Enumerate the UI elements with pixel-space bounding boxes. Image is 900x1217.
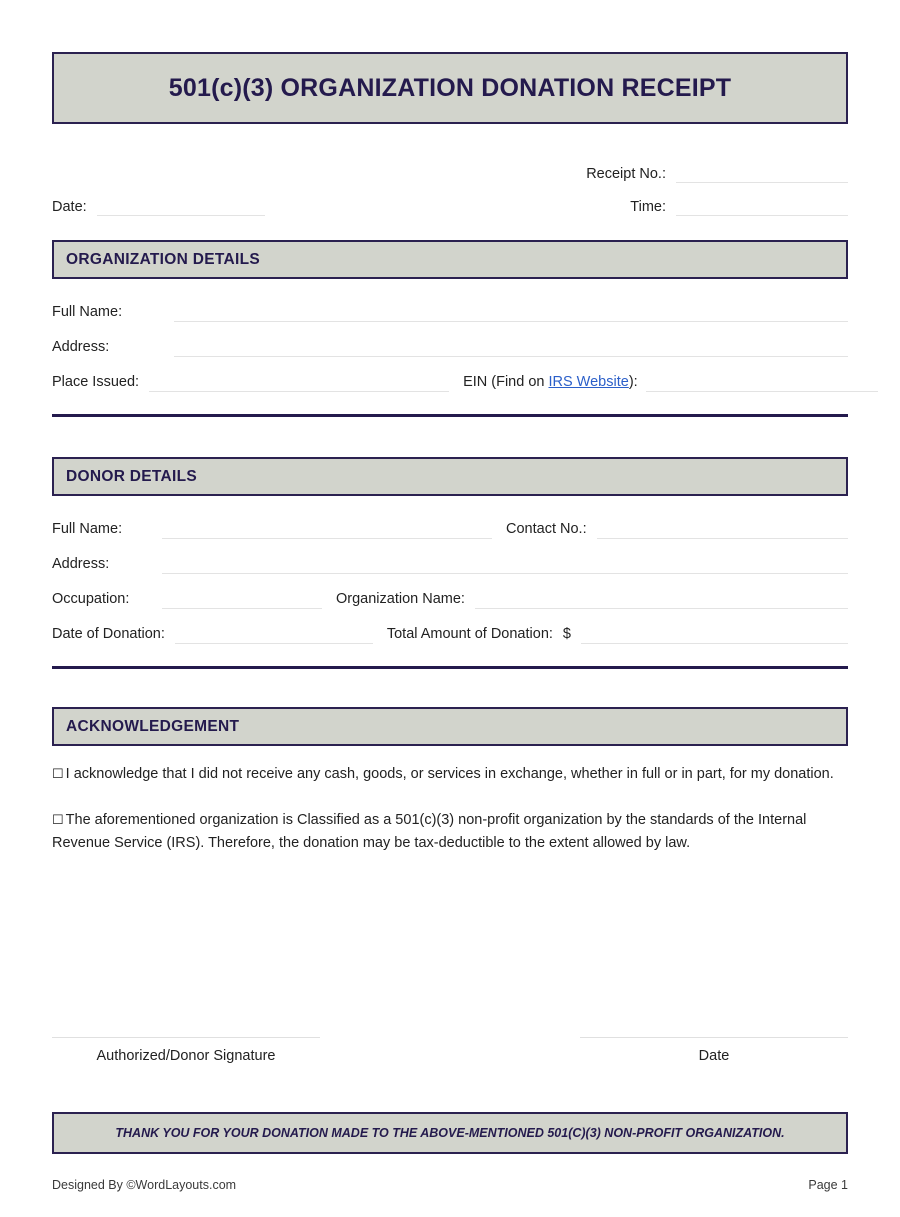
acknowledgement-item-2 bbox=[52, 808, 848, 855]
signature-caption: Authorized/Donor Signature bbox=[96, 1048, 276, 1064]
donor-organization-name-input[interactable] bbox=[475, 590, 848, 609]
donor-address-label: Address: bbox=[52, 556, 110, 572]
organization-details-fields bbox=[52, 279, 848, 392]
org-address-row bbox=[52, 322, 848, 357]
ein-label bbox=[463, 374, 638, 392]
donor-organization-name-label: Organization Name: bbox=[336, 591, 465, 607]
signature-date-line[interactable] bbox=[580, 1037, 848, 1039]
donor-full-name-input[interactable] bbox=[162, 520, 492, 539]
receipt-meta-block bbox=[52, 150, 848, 216]
date-of-donation-input[interactable] bbox=[175, 625, 373, 644]
time-field-group bbox=[472, 198, 848, 216]
page-title: 501(c)(3) ORGANIZATION DONATION RECEIPT bbox=[168, 73, 732, 102]
receipt-no-field-group bbox=[472, 165, 848, 183]
date-field-group bbox=[52, 198, 472, 216]
total-amount-input[interactable] bbox=[581, 625, 848, 644]
signature-line[interactable] bbox=[52, 1037, 320, 1039]
org-place-issued-input[interactable] bbox=[149, 373, 449, 392]
time-label: Time: bbox=[630, 199, 666, 215]
page-footer bbox=[52, 1178, 848, 1192]
org-address-label: Address: bbox=[52, 339, 110, 355]
signature-date-caption: Date bbox=[698, 1048, 730, 1064]
signature-column-right bbox=[580, 1037, 848, 1064]
ein-label-suffix: ): bbox=[628, 374, 638, 390]
ein-input[interactable] bbox=[646, 373, 878, 392]
org-place-issued-ein-row bbox=[52, 357, 848, 392]
receipt-no-input[interactable] bbox=[676, 165, 848, 183]
org-place-issued-label: Place Issued: bbox=[52, 374, 140, 390]
donor-full-name-row bbox=[52, 504, 848, 539]
divider-after-organization-details bbox=[52, 414, 848, 417]
date-of-donation-label: Date of Donation: bbox=[52, 626, 165, 642]
donor-contact-no-label: Contact No.: bbox=[506, 521, 587, 537]
org-full-name-input[interactable] bbox=[174, 303, 848, 322]
donor-donation-row bbox=[52, 609, 848, 644]
section-header-acknowledgement bbox=[52, 707, 848, 746]
document-title-banner bbox=[52, 52, 848, 124]
org-address-input[interactable] bbox=[174, 338, 848, 357]
date-label: Date: bbox=[52, 199, 87, 215]
thank-you-banner bbox=[52, 1112, 848, 1154]
section-header-donor-details bbox=[52, 457, 848, 496]
ein-label-prefix: EIN (Find on bbox=[463, 374, 549, 390]
footer-page-number: Page 1 bbox=[808, 1178, 848, 1192]
donor-full-name-label: Full Name: bbox=[52, 521, 123, 537]
donor-address-input[interactable] bbox=[162, 555, 848, 574]
receipt-no-label: Receipt No.: bbox=[586, 166, 666, 182]
thank-you-text: THANK YOU FOR YOUR DONATION MADE TO THE ABOVE-MENTIONED 501(C)(3) NON-PROFIT ORGANIZATION. bbox=[115, 1126, 785, 1140]
section-header-organization-details bbox=[52, 240, 848, 279]
donor-details-heading: DONOR DETAILS bbox=[66, 467, 198, 485]
org-full-name-row bbox=[52, 287, 848, 322]
signature-column-left bbox=[52, 1037, 320, 1064]
acknowledgement-item-1 bbox=[52, 762, 848, 786]
time-input[interactable] bbox=[676, 198, 848, 216]
checkbox-icon[interactable]: ☐ bbox=[52, 812, 64, 827]
divider-after-donor-details bbox=[52, 666, 848, 669]
receipt-page bbox=[0, 52, 900, 1217]
donor-occupation-row bbox=[52, 574, 848, 609]
org-full-name-label: Full Name: bbox=[52, 304, 123, 320]
currency-symbol: $ bbox=[562, 626, 571, 642]
donor-occupation-label: Occupation: bbox=[52, 591, 130, 607]
acknowledgement-heading: ACKNOWLEDGEMENT bbox=[66, 717, 240, 735]
footer-credit: Designed By ©WordLayouts.com bbox=[52, 1178, 237, 1192]
donor-occupation-input[interactable] bbox=[162, 590, 322, 609]
date-time-row bbox=[52, 183, 848, 216]
signature-block bbox=[52, 1037, 848, 1064]
date-input[interactable] bbox=[97, 198, 265, 216]
total-amount-label: Total Amount of Donation: bbox=[386, 626, 553, 642]
donor-details-fields bbox=[52, 496, 848, 644]
donor-address-row bbox=[52, 539, 848, 574]
receipt-no-row bbox=[52, 150, 848, 183]
organization-details-heading: ORGANIZATION DETAILS bbox=[66, 250, 260, 268]
irs-website-link[interactable]: IRS Website bbox=[548, 374, 629, 390]
acknowledgement-item-2-text: The aforementioned organization is Classified as a 501(c)(3) non-profit organization by the standards of the Internal Revenue Service (IRS). Therefore, the donation may be tax-deductible to the extent allowed by law. bbox=[52, 812, 807, 851]
acknowledgement-item-1-text: I acknowledge that I did not receive any cash, goods, or services in exchange, whether in full or in part, for my donation. bbox=[65, 766, 834, 782]
donor-contact-no-input[interactable] bbox=[597, 520, 848, 539]
checkbox-icon[interactable]: ☐ bbox=[52, 766, 64, 781]
